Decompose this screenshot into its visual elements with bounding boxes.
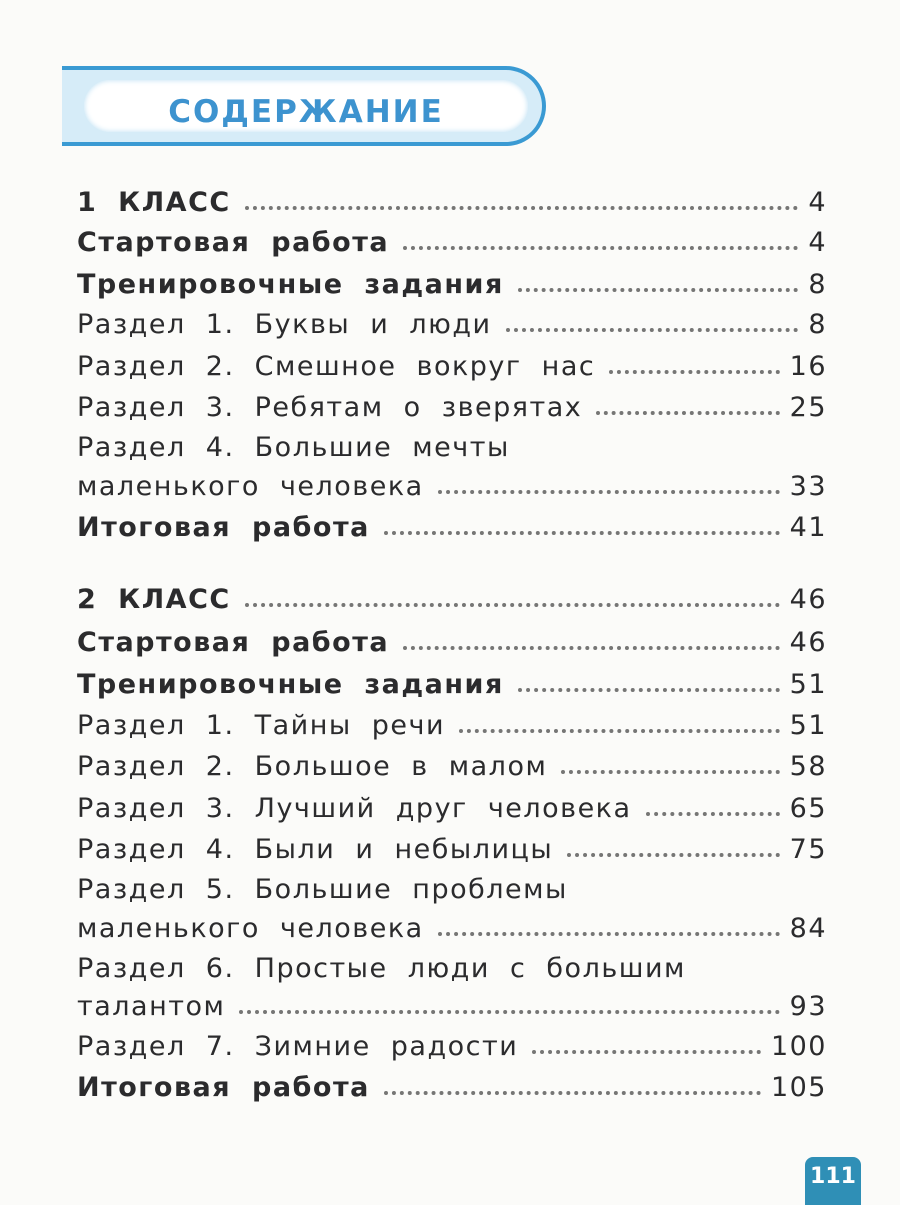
toc-entry [77, 742, 827, 782]
toc-entry-page: 75 [789, 834, 827, 865]
title-banner-inner [84, 80, 528, 132]
toc-entry-label: Раздел 1. Тайны речи [77, 710, 446, 741]
toc-entry [77, 218, 827, 258]
toc-entry [77, 342, 827, 382]
toc-entry-page: 4 [808, 187, 827, 218]
toc-entry [77, 701, 827, 741]
toc-entry [77, 982, 827, 1022]
toc-entry-label: Раздел 2. Смешное вокруг нас [77, 351, 596, 382]
toc-entry [77, 300, 827, 340]
toc-entry-label: Раздел 4. Были и небылицы [77, 834, 554, 865]
page-title: СОДЕРЖАНИЕ [168, 94, 444, 130]
toc-entry-label: 1 КЛАСС [77, 187, 231, 218]
toc-entry-label: Стартовая работа [77, 627, 390, 658]
toc-entry-page: 8 [808, 269, 827, 300]
toc-entry-page: 46 [789, 627, 827, 658]
toc-entry-page: 51 [789, 710, 827, 741]
toc-entry-label: талантом [77, 991, 226, 1022]
toc-entry-label: Раздел 7. Зимние радости [77, 1031, 519, 1062]
dot-leader [609, 370, 779, 374]
toc-entry-label: Раздел 3. Ребятам о зверятах [77, 392, 583, 423]
dot-leader [245, 603, 780, 607]
toc-entry-label: Раздел 6. Простые люди с большим [77, 953, 686, 984]
toc-entry [77, 660, 827, 700]
toc-entry-page: 33 [789, 471, 827, 502]
dot-leader [567, 853, 779, 857]
toc-entry-label: Тренировочные задания [77, 669, 504, 700]
dot-leader [384, 531, 780, 535]
toc-entry [77, 423, 827, 463]
dot-leader [384, 1091, 761, 1095]
page-number: 111 [805, 1157, 861, 1205]
toc-entry [77, 260, 827, 300]
toc-entry [77, 575, 827, 615]
toc-entry-page: 41 [789, 512, 827, 543]
dot-leader [596, 411, 779, 415]
toc-entry-page: 100 [770, 1031, 827, 1062]
toc-entry-page: 65 [789, 793, 827, 824]
toc-entry-label: Раздел 4. Большие мечты [77, 432, 510, 463]
toc-entry [77, 904, 827, 944]
toc-entry-label: Раздел 3. Лучший друг человека [77, 793, 632, 824]
toc-entry [77, 784, 827, 824]
dot-leader [459, 729, 780, 733]
toc-entry-page: 84 [789, 913, 827, 944]
title-banner [62, 66, 546, 146]
toc-entry-page: 25 [789, 392, 827, 423]
toc-entry-page: 8 [808, 309, 827, 340]
toc-entry-page: 93 [789, 991, 827, 1022]
dot-leader [438, 932, 780, 936]
dot-leader [646, 812, 780, 816]
toc-entry-label: 2 КЛАСС [77, 584, 231, 615]
dot-leader [438, 490, 780, 494]
toc-entry-label: Раздел 5. Большие проблемы [77, 874, 568, 905]
toc-entry [77, 865, 827, 905]
toc-entry-label: Раздел 1. Буквы и люди [77, 309, 492, 340]
dot-leader [239, 1010, 779, 1014]
toc-entry [77, 503, 827, 543]
toc-entry-page: 105 [770, 1072, 827, 1103]
toc-entry [77, 1063, 827, 1103]
dot-leader [245, 206, 799, 210]
toc-entry-page: 46 [789, 584, 827, 615]
toc-entry-label: Итоговая работа [77, 1072, 370, 1103]
dot-leader [403, 246, 798, 250]
dot-leader [561, 770, 779, 774]
toc-entry [77, 825, 827, 865]
toc-entry-page: 4 [808, 227, 827, 258]
toc-entry-label: Итоговая работа [77, 512, 370, 543]
toc-entry [77, 462, 827, 502]
dot-leader [518, 288, 799, 292]
toc-entry-label: маленького человека [77, 471, 424, 502]
dot-leader [518, 688, 780, 692]
dot-leader [403, 646, 780, 650]
dot-leader [506, 328, 799, 332]
toc-entry-page: 16 [789, 351, 827, 382]
toc-entry-label: Стартовая работа [77, 227, 390, 258]
toc-entry [77, 618, 827, 658]
toc-entry [77, 178, 827, 218]
toc-entry [77, 1022, 827, 1062]
toc-entry-label: Раздел 2. Большое в малом [77, 751, 548, 782]
toc-entry-label: Тренировочные задания [77, 269, 504, 300]
toc-entry-page: 58 [789, 751, 827, 782]
toc-entry [77, 944, 827, 984]
toc-entry-page: 51 [789, 669, 827, 700]
toc-entry-label: маленького человека [77, 913, 424, 944]
toc-entry [77, 383, 827, 423]
dot-leader [532, 1050, 761, 1054]
